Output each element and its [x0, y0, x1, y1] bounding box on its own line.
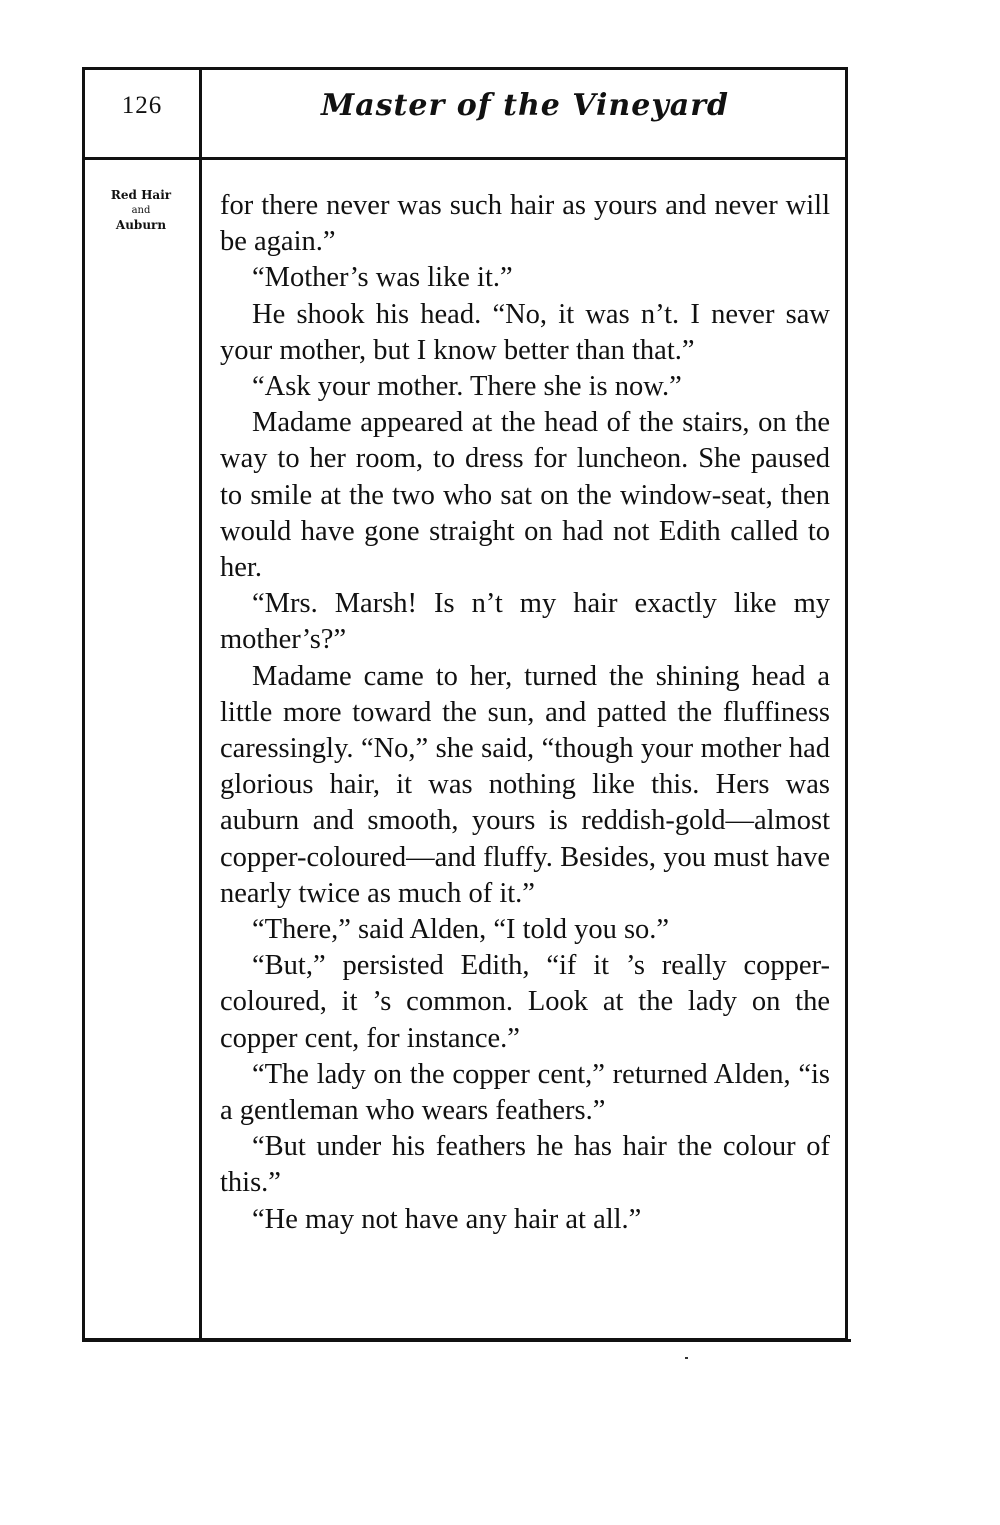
paragraph: “Mrs. Marsh! Is n’t my hair exactly like my mother’s?” [220, 588, 830, 656]
paragraph: for there never was such hair as yours and never will be again.” [220, 190, 830, 258]
running-title: Master of the Vineyard [321, 88, 729, 123]
print-speck [685, 1357, 688, 1359]
paragraph: “But under his feathers he has hair the colour of this.” [220, 1131, 830, 1199]
margin-note-line-3: Auburn [115, 218, 167, 232]
paragraph: “There,” said Alden, “I told you so.” [252, 914, 670, 946]
paragraph: “Mother’s was like it.” [252, 262, 513, 294]
paragraph: “The lady on the copper cent,” returned Alden, “is a gentleman who wears feathers.” [220, 1058, 830, 1127]
paragraph: “But,” persisted Edith, “if it ’s really copper-coloured, it ’s common. Look at the lady on the copper cent, for instance.” [220, 950, 830, 1054]
paragraph: “Ask your mother. There she is now.” [252, 371, 682, 403]
body-text [220, 188, 830, 1238]
margin-note-line-1: Red Hair [110, 188, 172, 202]
margin-column-divider [199, 67, 202, 1339]
paragraph: He shook his head. “No, it was n’t. I never saw your mother, but I know better than that.” [220, 298, 830, 366]
paragraph: “He may not have any hair at all.” [252, 1203, 642, 1235]
paragraph: Madame came to her, turned the shining head a little more toward the sun, and patted the fluffiness caressingly. “No,” she said, “though your mother had glorious hair, it was nothing like this. Hers was auburn and smooth, yours is reddish-gold—almost copper-coloured—and fluffy. Besides, you must have nearly twice as much of it.” [220, 660, 830, 909]
margin-note [86, 188, 196, 233]
page-number: 126 [121, 92, 163, 119]
margin-note-line-2: and [131, 205, 151, 216]
frame-bottom-rule [82, 1339, 851, 1342]
paragraph: Madame appeared at the head of the stairs, on the way to her room, to dress for luncheon. She paused to smile at the two who sat on the window-seat, then would have gone straight on had not Edith called to her. [220, 407, 830, 584]
header-divider [82, 157, 848, 160]
